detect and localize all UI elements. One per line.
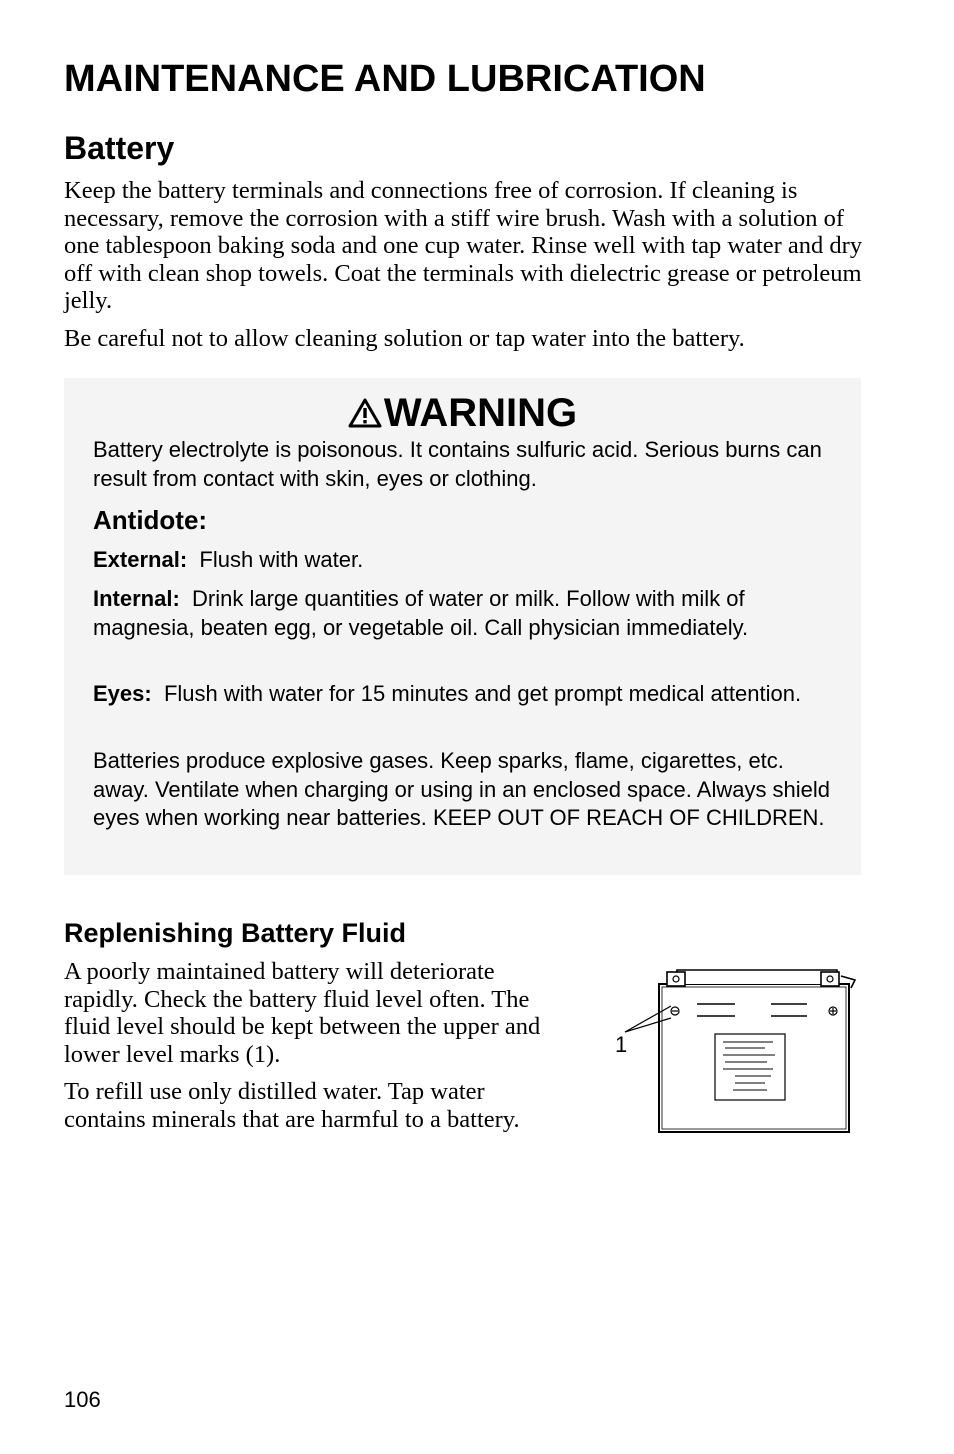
warning-box bbox=[64, 378, 861, 875]
eyes-text: Flush with water for 15 minutes and get prompt medical attention. bbox=[163, 681, 802, 706]
warning-triangle-icon bbox=[348, 393, 382, 437]
antidote-internal bbox=[93, 585, 843, 642]
internal-text: Drink large quantities of water or milk. Follow with milk of magnesia, beaten egg, or vegetable oil. Call physician immediately. bbox=[93, 586, 749, 640]
antidote-external bbox=[93, 546, 843, 575]
battery-caution-paragraph: Be careful not to allow cleaning solution or tap water into the battery. bbox=[64, 325, 745, 352]
warning-heading bbox=[64, 391, 861, 437]
battery-illustration bbox=[605, 962, 875, 1142]
page-number: 106 bbox=[64, 1387, 101, 1412]
external-label: External: bbox=[93, 547, 188, 572]
warning-explosive-gases-paragraph: Batteries produce explosive gases. Keep sparks, flame, cigarettes, etc. away. Ventilate when charging or using in an enclosed space. Always shield eyes when working near batteries. KEEP OUT OF REACH OF CHILDREN. bbox=[93, 748, 831, 830]
external-text: Flush with water. bbox=[199, 547, 364, 572]
antidote-title: Antidote: bbox=[93, 505, 208, 535]
internal-label: Internal: bbox=[93, 586, 180, 611]
antidote-eyes bbox=[93, 680, 843, 709]
replenishing-section-title: Replenishing Battery Fluid bbox=[64, 918, 407, 948]
eyes-label: Eyes: bbox=[93, 681, 152, 706]
page-title: MAINTENANCE AND LUBRICATION bbox=[64, 58, 706, 100]
battery-section-title: Battery bbox=[64, 130, 175, 166]
warning-heading-text: WARNING bbox=[383, 391, 578, 435]
warning-electrolyte-paragraph: Battery electrolyte is poisonous. It contains sulfuric acid. Serious burns can result from contact with skin, eyes or clothing. bbox=[93, 437, 822, 491]
distilled-water-paragraph: To refill use only distilled water. Tap water contains minerals that are harmful to a battery. bbox=[64, 1078, 520, 1133]
figure-callout-1: 1 bbox=[615, 1032, 628, 1057]
fluid-level-paragraph: A poorly maintained battery will deteriorate rapidly. Check the battery fluid level often. The fluid level should be kept between the upper and lower level marks (1). bbox=[64, 958, 541, 1068]
battery-cleaning-paragraph: Keep the battery terminals and connections free of corrosion. If cleaning is necessary, remove the corrosion with a stiff wire brush. Wash with a solution of one tablespoon baking soda and one cup water. Rinse well with tap water and dry off with clean shop towels. Coat the terminals with dielectric grease or petroleum jelly. bbox=[64, 177, 863, 314]
